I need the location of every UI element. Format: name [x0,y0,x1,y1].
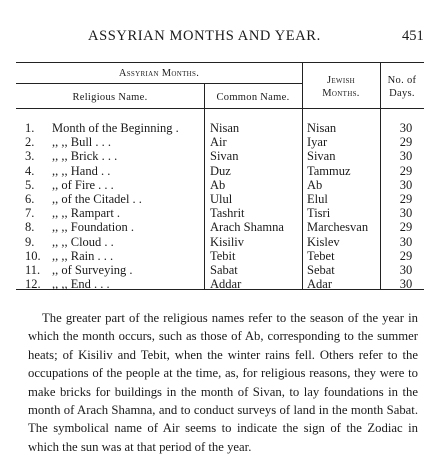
day-count: 29 [399,163,413,178]
religious-name: ,, of the Citadel . . [52,192,142,206]
header-days-2: Days. [389,88,415,99]
table-top-rule [16,62,424,63]
table-row [0,121,435,135]
table-row [0,249,435,263]
table-row [0,178,435,192]
religious-name: ,, of Fire . . . [52,177,114,192]
table-row [0,235,435,249]
religious-name: ,, ,, Cloud . . [52,234,114,249]
common-name: Air [210,135,227,150]
day-count: 30 [399,277,413,292]
common-name: Ab [210,177,226,192]
jewish-month: Adar [307,277,332,292]
common-name: Nisan [210,121,240,135]
common-name: Ulul [210,192,233,206]
religious-name: ,, of Surveying . [52,263,133,277]
table-mid-rule [16,83,302,84]
row-number: 12. [25,277,41,292]
header-assyrian-months: Assyrian Months. [118,68,200,79]
table-row [0,277,435,291]
common-name: Kisiliv [210,234,245,249]
common-name: Duz [210,163,231,178]
table-row [0,192,435,206]
table-row [0,263,435,277]
row-number: 7. [25,206,35,221]
header-common-name: Common Name. [216,92,290,103]
day-count: 30 [399,177,413,192]
row-number: 9. [25,234,35,249]
religious-name: ,, ,, Hand . . [52,163,111,178]
religious-name: ,, ,, Rain . . . [52,248,114,263]
common-name: Arach Shamna [210,220,284,235]
header-jewish-2: Months. [322,88,360,99]
page-title: ASSYRIAN MONTHS AND YEAR. [88,28,321,44]
religious-name: ,, ,, Brick . . . [52,149,118,164]
page-header [0,28,435,48]
religious-name: ,, ,, Foundation . [52,220,134,235]
jewish-month: Nisan [307,121,337,135]
jewish-month: Elul [307,192,328,206]
jewish-month: Iyar [307,135,328,150]
header-days-1: No. of [387,75,417,86]
jewish-month: Sivan [307,149,336,164]
jewish-month: Tebet [307,248,335,263]
table-row [0,149,435,163]
body-paragraph [28,309,418,456]
table-row [0,220,435,234]
row-number: 1. [25,121,35,135]
common-name: Tebit [210,248,236,263]
row-number: 6. [25,192,35,206]
day-count: 29 [399,220,413,235]
jewish-month: Kislev [307,234,340,249]
common-name: Addar [210,277,242,292]
table-header-rule [16,108,424,109]
day-count: 30 [399,149,413,164]
row-number: 10. [25,248,41,263]
row-number: 2. [25,135,35,150]
row-number: 4. [25,163,35,178]
row-number: 8. [25,220,35,235]
common-name: Sivan [210,149,239,164]
day-count: 30 [399,206,413,221]
common-name: Tashrit [210,206,245,221]
day-count: 29 [399,192,413,206]
row-number: 11. [25,263,41,277]
jewish-month: Ab [307,177,323,192]
header-jewish-1: Jewish [326,75,356,86]
header-religious-name: Religious Name. [72,92,148,103]
religious-name: ,, ,, End . . . [52,277,110,292]
paragraph-text: The greater part of the religious names refer to the season of the year in which the month occurs, such as those of Ab, corresponding to the summer heats; of Kisiliv and Tebit, when the winter rains fell. Others refer to the occupations of the people at the time, as, for religious reasons, they were to make bricks for buildings in the month of Sivan, to lay foundations in the month of Arach Shamna, and to conduct surveys of land in the month Sabat. The symbolical name of Air seems to indicate the sign of the Zodiac in which the sun was at that period of the year. [28,311,418,454]
day-count: 30 [399,234,413,249]
day-count: 29 [399,135,413,150]
jewish-month: Tammuz [307,163,351,178]
religious-name: ,, ,, Rampart . [52,206,121,221]
table-row [0,164,435,178]
jewish-month: Sebat [307,263,335,277]
row-number: 5. [25,177,35,192]
row-number: 3. [25,149,35,164]
common-name: Sabat [210,263,238,277]
religious-name: ,, ,, Bull . . . [52,135,112,150]
jewish-month: Tisri [307,206,331,221]
day-count: 30 [399,121,413,135]
day-count: 29 [399,248,413,263]
table-row [0,135,435,149]
page-number: 451 [402,28,424,44]
day-count: 30 [399,263,413,277]
religious-name: Month of the Beginning . [52,121,179,135]
jewish-month: Marchesvan [307,220,369,235]
table-row [0,206,435,220]
